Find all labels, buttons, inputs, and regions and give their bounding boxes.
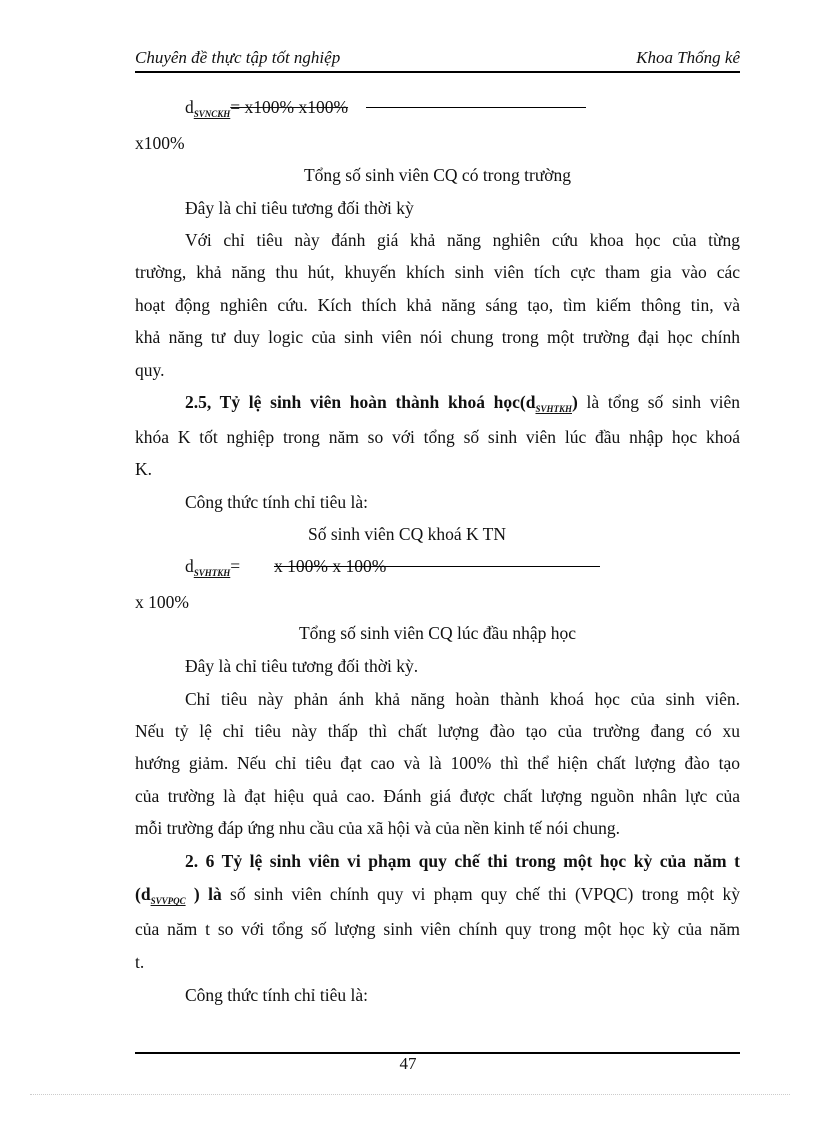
header-right: Khoa Thống kê bbox=[636, 48, 740, 67]
paragraph-5-line-5: mỗi trường đáp ứng nhu cầu của xã hội và của nền kinh tế nói chung. bbox=[135, 818, 621, 838]
formula2-fraction-line bbox=[274, 566, 600, 567]
paragraph-2-line-1: Với chỉ tiêu này đánh giá khả năng nghiên cứu khoa học của từng bbox=[185, 230, 740, 250]
section-2-6-heading: 2. 6 Tỷ lệ sinh viên vi phạm quy chế thi trong một học kỳ của năm t bbox=[185, 851, 740, 871]
formula2-rhs: x 100% x 100% bbox=[274, 556, 387, 576]
formula2-subscript: SVHTKH bbox=[193, 568, 231, 578]
formula2-numerator: Số sinh viên CQ khoá K TN bbox=[308, 524, 507, 544]
paragraph-5-line-3: hướng giảm. Nếu chỉ tiêu đạt cao và là 100% thì thể hiện chất lượng đào tạo bbox=[135, 753, 740, 773]
section-2-5-line-3: K. bbox=[135, 459, 153, 479]
header-rule bbox=[135, 71, 740, 73]
paragraph-4: Đây là chỉ tiêu tương đối thời kỳ. bbox=[185, 656, 419, 676]
section-2-5-line-2: khóa K tốt nghiệp trong năm so với tổng số sinh viên lúc đầu nhập học khoá bbox=[135, 427, 740, 447]
page-number: 47 bbox=[399, 1054, 417, 1073]
formula1-fraction-line bbox=[366, 107, 586, 108]
formula2-lhs: $d_{SVHTKH}=$ bbox=[185, 556, 241, 578]
formula2-denominator: Tổng số sinh viên CQ lúc đầu nhập học bbox=[298, 623, 577, 643]
paragraph-5-line-4: của trường là đạt hiệu quả cao. Đánh giá được chất lượng nguồn nhân lực của bbox=[135, 786, 740, 806]
formula-intro-2: Công thức tính chỉ tiêu là: bbox=[185, 985, 368, 1005]
header-left: Chuyên đề thực tập tốt nghiệp bbox=[135, 48, 341, 67]
section-2-6-subscript: SVVPQC bbox=[150, 896, 186, 906]
formula1-subscript: SVNCKH bbox=[193, 109, 231, 119]
paragraph-5-line-1: Chỉ tiêu này phản ánh khả năng hoàn thành khoá học của sinh viên. bbox=[185, 689, 740, 709]
paragraph-2-line-5: quy. bbox=[135, 360, 165, 380]
formula1-trail: x100% bbox=[135, 133, 185, 153]
paragraph-1: Đây là chỉ tiêu tương đối thời kỳ bbox=[185, 198, 414, 218]
section-2-6-line-2: ($d_{SVVPQC}$ ) là số sinh viên chính quy vi phạm quy chế thi (VPQC) trong một kỳ bbox=[135, 884, 740, 906]
section-2-5-heading: 2.5, Tỷ lệ sinh viên hoàn thành khoá $học(d_{SVHTKH})$ là tổng số sinh viên bbox=[185, 392, 740, 414]
section-2-6-line-4: t. bbox=[135, 952, 145, 972]
page-edge-divider bbox=[30, 1094, 790, 1095]
formula1-rhs: = x100% x100% bbox=[230, 97, 349, 117]
paragraph-2-line-4: khả năng tư duy logic của sinh viên nói chung trong một trường đại học chính bbox=[135, 327, 740, 347]
formula-intro-1: Công thức tính chỉ tiêu là: bbox=[185, 492, 368, 512]
section-2-6-line-3: của năm t so với tổng số lượng sinh viên chính quy trong một học kỳ của năm bbox=[135, 919, 740, 939]
paragraph-2-line-3: hoạt động nghiên cứu. Kích thích khả năng sáng tạo, tìm kiếm thông tin, và bbox=[135, 295, 740, 315]
section-2-5-subscript: SVHTKH bbox=[535, 404, 572, 414]
paragraph-5-line-2: Nếu tỷ lệ chỉ tiêu này thấp thì chất lượng đào tạo của trường đang có xu bbox=[135, 721, 740, 741]
formula1-denominator: Tổng số sinh viên CQ có trong trường bbox=[303, 165, 572, 185]
formula1-lhs: $d_{SVNCKH}= x100\%$ x100% bbox=[185, 97, 349, 119]
formula2-trail: x 100% bbox=[135, 592, 189, 612]
paragraph-2-line-2: trường, khả năng thu hút, khuyến khích sinh viên tích cực tham gia vào các bbox=[135, 262, 740, 282]
